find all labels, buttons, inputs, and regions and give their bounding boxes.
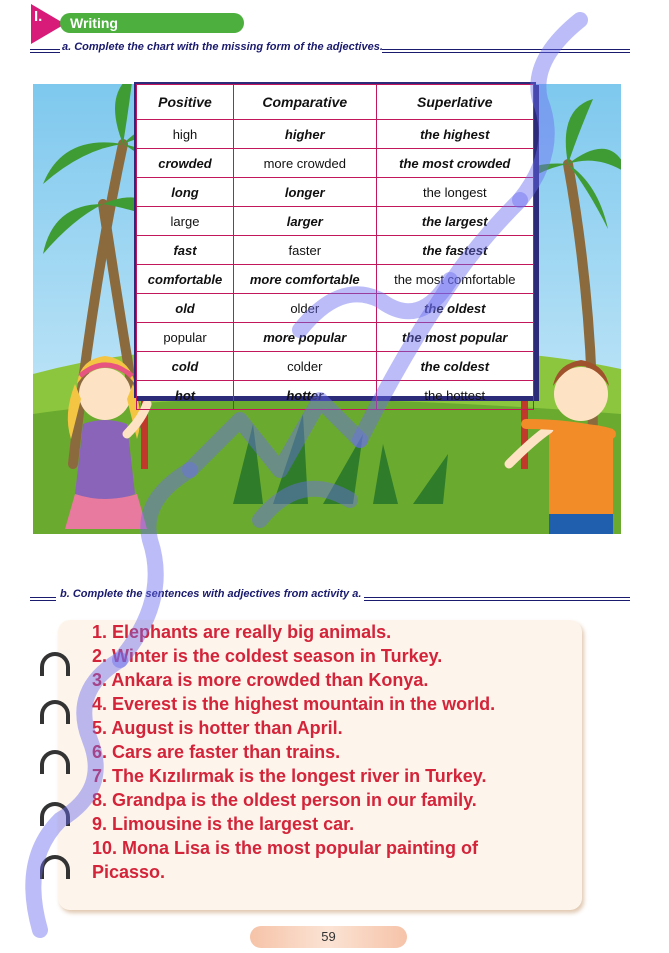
sentence-10-continued: Picasso. <box>92 862 166 882</box>
cell-positive: large <box>137 207 234 236</box>
binder-ring-icon <box>40 750 70 774</box>
cell-superlative: the longest <box>376 178 533 207</box>
table-row <box>137 236 534 265</box>
adjective-table-body <box>137 120 534 410</box>
cell-superlative: the most crowded <box>376 149 533 178</box>
adjective-table <box>136 84 534 410</box>
table-row <box>137 265 534 294</box>
table-row <box>137 207 534 236</box>
cell-comparative: more popular <box>234 323 377 352</box>
cell-positive: high <box>137 120 234 149</box>
sentence-4: 4. Everest is the highest mountain in the world. <box>92 694 496 714</box>
cell-comparative: colder <box>234 352 377 381</box>
cell-comparative: more crowded <box>234 149 377 178</box>
cell-positive: cold <box>137 352 234 381</box>
binder-ring-icon <box>40 802 70 826</box>
rule-right-a <box>382 49 630 53</box>
sentence-2: 2. Winter is the coldest season in Turkey. <box>92 646 443 666</box>
cell-superlative: the largest <box>376 207 533 236</box>
section-title: Writing <box>60 13 244 33</box>
cell-positive: long <box>137 178 234 207</box>
sentence-5: 5. August is hotter than April. <box>92 718 343 738</box>
binder-ring-icon <box>40 700 70 724</box>
cell-positive: crowded <box>137 149 234 178</box>
sentence-3: 3. Ankara is more crowded than Konya. <box>92 670 429 690</box>
header-comparative: Comparative <box>234 85 377 120</box>
cell-comparative: older <box>234 294 377 323</box>
sentence-9: 9. Limousine is the largest car. <box>92 814 355 834</box>
sentence-10: 10. Mona Lisa is the most popular painting of <box>92 838 479 858</box>
cell-comparative: longer <box>234 178 377 207</box>
rule-right-b <box>364 597 630 601</box>
header-positive: Positive <box>137 85 234 120</box>
table-row <box>137 120 534 149</box>
table-row <box>137 149 534 178</box>
cell-positive: fast <box>137 236 234 265</box>
sentence-1: 1. Elephants are really big animals. <box>92 622 392 642</box>
sentence-7: 7. The Kızılırmak is the longest river in Turkey. <box>92 766 487 786</box>
section-number: I. <box>34 8 43 25</box>
cell-comparative: higher <box>234 120 377 149</box>
sentence-8: 8. Grandpa is the oldest person in our family. <box>92 790 477 810</box>
cell-comparative: more comfortable <box>234 265 377 294</box>
table-header-row <box>137 85 534 120</box>
instruction-a: a. Complete the chart with the missing form of the adjectives. <box>62 41 383 53</box>
cell-superlative: the hottest <box>376 381 533 410</box>
table-row <box>137 294 534 323</box>
rule-left-a <box>30 49 60 53</box>
binder-ring-icon <box>40 855 70 879</box>
table-row <box>137 323 534 352</box>
cell-superlative: the highest <box>376 120 533 149</box>
sentence-6: 6. Cars are faster than trains. <box>92 742 341 762</box>
cell-positive: popular <box>137 323 234 352</box>
binder-ring-icon <box>40 652 70 676</box>
instruction-b: b. Complete the sentences with adjectives from activity a. <box>60 588 362 600</box>
table-row <box>137 381 534 410</box>
table-row <box>137 352 534 381</box>
cell-superlative: the coldest <box>376 352 533 381</box>
cell-positive: comfortable <box>137 265 234 294</box>
cell-comparative: larger <box>234 207 377 236</box>
cell-comparative: faster <box>234 236 377 265</box>
cell-positive: hot <box>137 381 234 410</box>
header-superlative: Superlative <box>376 85 533 120</box>
rule-left-b <box>30 597 56 601</box>
cell-superlative: the fastest <box>376 236 533 265</box>
cell-comparative: hotter <box>234 381 377 410</box>
cell-superlative: the most comfortable <box>376 265 533 294</box>
adjective-board <box>134 82 536 403</box>
page-number: 59 <box>250 926 407 948</box>
cell-superlative: the oldest <box>376 294 533 323</box>
table-row <box>137 178 534 207</box>
cell-superlative: the most popular <box>376 323 533 352</box>
cell-positive: old <box>137 294 234 323</box>
